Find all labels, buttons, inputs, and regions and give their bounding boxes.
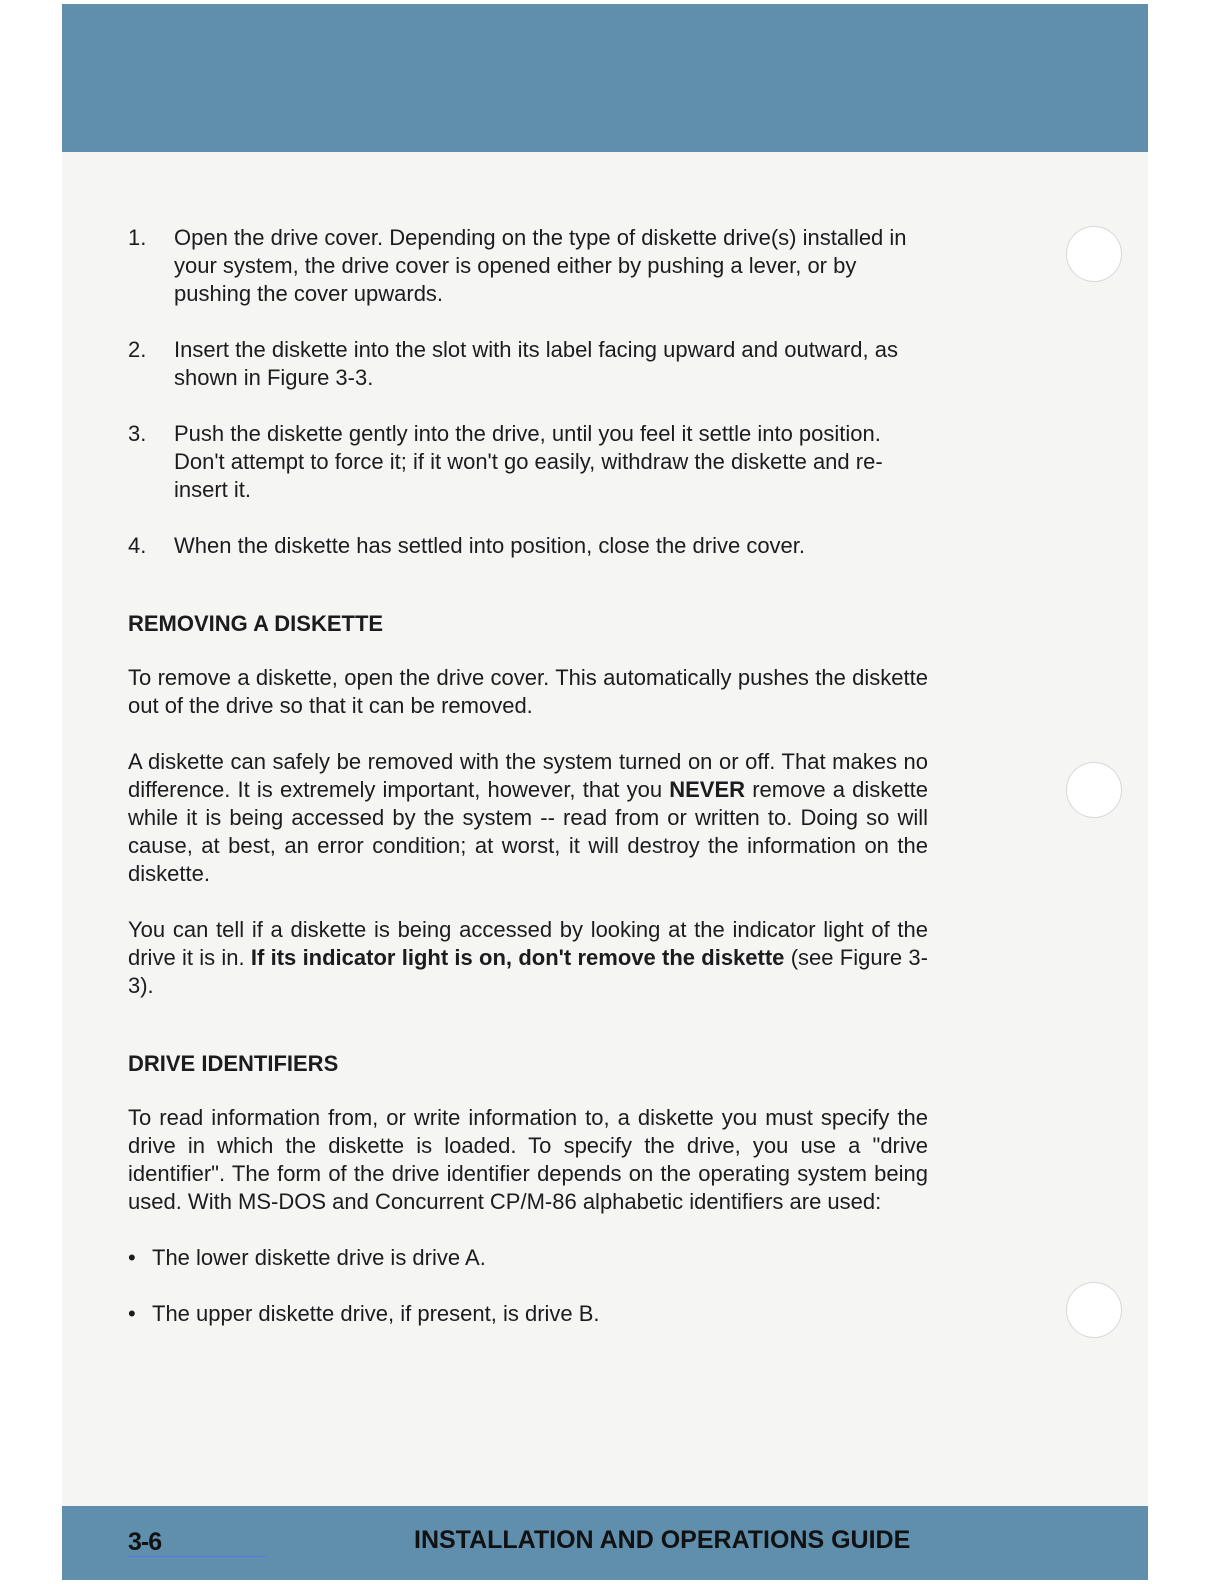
main-content [128,224,928,1356]
warning-emphasis: If its indicator light is on, don't remove the diskette [250,945,785,970]
punch-hole-bottom [1066,1282,1122,1338]
removing-heading: REMOVING A DISKETTE [128,611,384,636]
page-number: 3-6 [128,1528,162,1556]
step-4 [128,532,928,560]
removing-paragraph-2: A diskette can safely be removed with the system turned on or off. That makes no difference. It is extremely important, however, that you NEVER remove a diskette while it is being accessed by the system -- read from or written to. Doing so will cause, at best, an error condition; at worst, it will destroy the information on the diskette. [128,749,928,886]
drive-paragraph: To read information from, or write information to, a diskette you must specify the drive in which the diskette is loaded. To specify the drive, you use a "drive identifier". The form of the drive identifier depends on the operating system being used. With MS-DOS and Concurrent CP/M-86 alphabetic identifiers are used: [128,1105,928,1214]
bullet-icon: • [128,1245,136,1270]
step-number: 4. [128,533,147,558]
list-item: • The upper diskette drive, if present, is drive B. [128,1301,600,1326]
step-2 [128,336,928,392]
step-1 [128,224,928,308]
step-text: Open the drive cover. Depending on the type of diskette drive(s) installed in your system, the drive cover is opened either by pushing a lever, or by pushing the cover upwards. [174,225,907,306]
guide-title: INSTALLATION AND OPERATIONS GUIDE [414,1526,911,1554]
footer-band [62,1506,1148,1580]
drive-identifiers-heading: DRIVE IDENTIFIERS [128,1051,339,1076]
never-emphasis: NEVER [669,777,746,802]
step-text: Push the diskette gently into the drive, until you feel it settle into position. Don't attempt to force it; if it won't go easily, withdraw the diskette and re-insert it. [174,421,883,502]
underline-mark [128,1556,266,1557]
step-number: 1. [128,225,147,250]
step-number: 2. [128,337,147,362]
step-text: Insert the diskette into the slot with its label facing upward and outward, as shown in Figure 3-3. [174,337,898,390]
list-item: • The lower diskette drive is drive A. [128,1245,486,1270]
header-band [62,4,1148,152]
insert-steps [128,224,928,560]
removing-paragraph-1: To remove a diskette, open the drive cover. This automatically pushes the diskette out of the drive so that it can be removed. [128,665,928,718]
removing-paragraph-3: You can tell if a diskette is being accessed by looking at the indicator light of the drive it is in. If its indicator light is on, don't remove the diskette (see Figure 3-3). [128,917,928,998]
drive-list [128,1244,928,1328]
step-3 [128,420,928,504]
step-text: When the diskette has settled into position, close the drive cover. [174,533,806,558]
punch-hole-top [1066,226,1122,282]
bullet-icon: • [128,1301,136,1326]
step-number: 3. [128,421,147,446]
punch-hole-middle [1066,762,1122,818]
